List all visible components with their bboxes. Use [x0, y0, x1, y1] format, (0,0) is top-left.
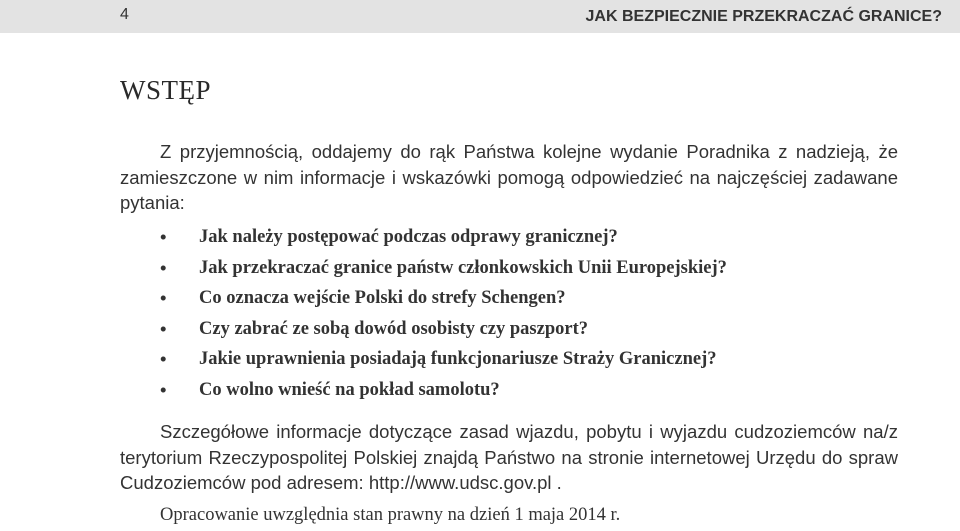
page-header [0, 0, 960, 33]
list-item [120, 224, 920, 255]
list-item [120, 285, 920, 316]
question-text: Jakie uprawnienia posiadają funkcjonariusze Straży Granicznej? [199, 349, 717, 369]
question-text: Co oznacza wejście Polski do strefy Schengen? [199, 288, 566, 308]
page-number: 4 [120, 6, 129, 23]
legal-status-note: Opracowanie uwzględnia stan prawny na dzień 1 maja 2014 r. [160, 505, 621, 525]
section-heading: WSTĘP [120, 75, 212, 105]
bullet-icon: • [160, 348, 167, 369]
question-list [120, 224, 920, 407]
bullet-icon: • [160, 378, 167, 400]
details-paragraph [120, 419, 898, 496]
question-text: Co wolno wnieść na pokład samolotu? [199, 379, 500, 400]
details-text: Szczegółowe informacje dotyczące zasad wjazdu, pobytu i wyjazdu cudzoziemców na/z terytorium Rzeczypospolitej Polskiej znajdą Państwo na stronie internetowej Urzędu do spraw Cudzoziemców pod adresem: http://www.udsc.gov.pl . [120, 421, 898, 493]
bullet-icon: • [160, 256, 167, 278]
question-text: Czy zabrać ze sobą dowód osobisty czy paszport? [199, 318, 588, 339]
intro-paragraph [120, 139, 898, 216]
list-item [120, 255, 920, 286]
bullet-icon: • [160, 317, 167, 339]
list-item [120, 377, 920, 408]
question-text: Jak należy postępować podczas odprawy granicznej? [199, 227, 618, 247]
running-title: JAK BEZPIECZNIE PRZEKRACZAĆ GRANICE? [585, 8, 942, 25]
intro-text: Z przyjemnością, oddajemy do rąk Państwa kolejne wydanie Poradnika z nadzieją, że zamieszczone w nim informacje i wskazówki pomogą odpowiedzieć na najczęściej zadawane pytania: [120, 141, 898, 213]
question-text: Jak przekraczać granice państw członkowskich Unii Europejskiej? [199, 257, 727, 278]
bullet-icon: • [160, 287, 167, 308]
bullet-icon: • [160, 226, 167, 247]
list-item [120, 316, 920, 347]
list-item [120, 346, 920, 377]
